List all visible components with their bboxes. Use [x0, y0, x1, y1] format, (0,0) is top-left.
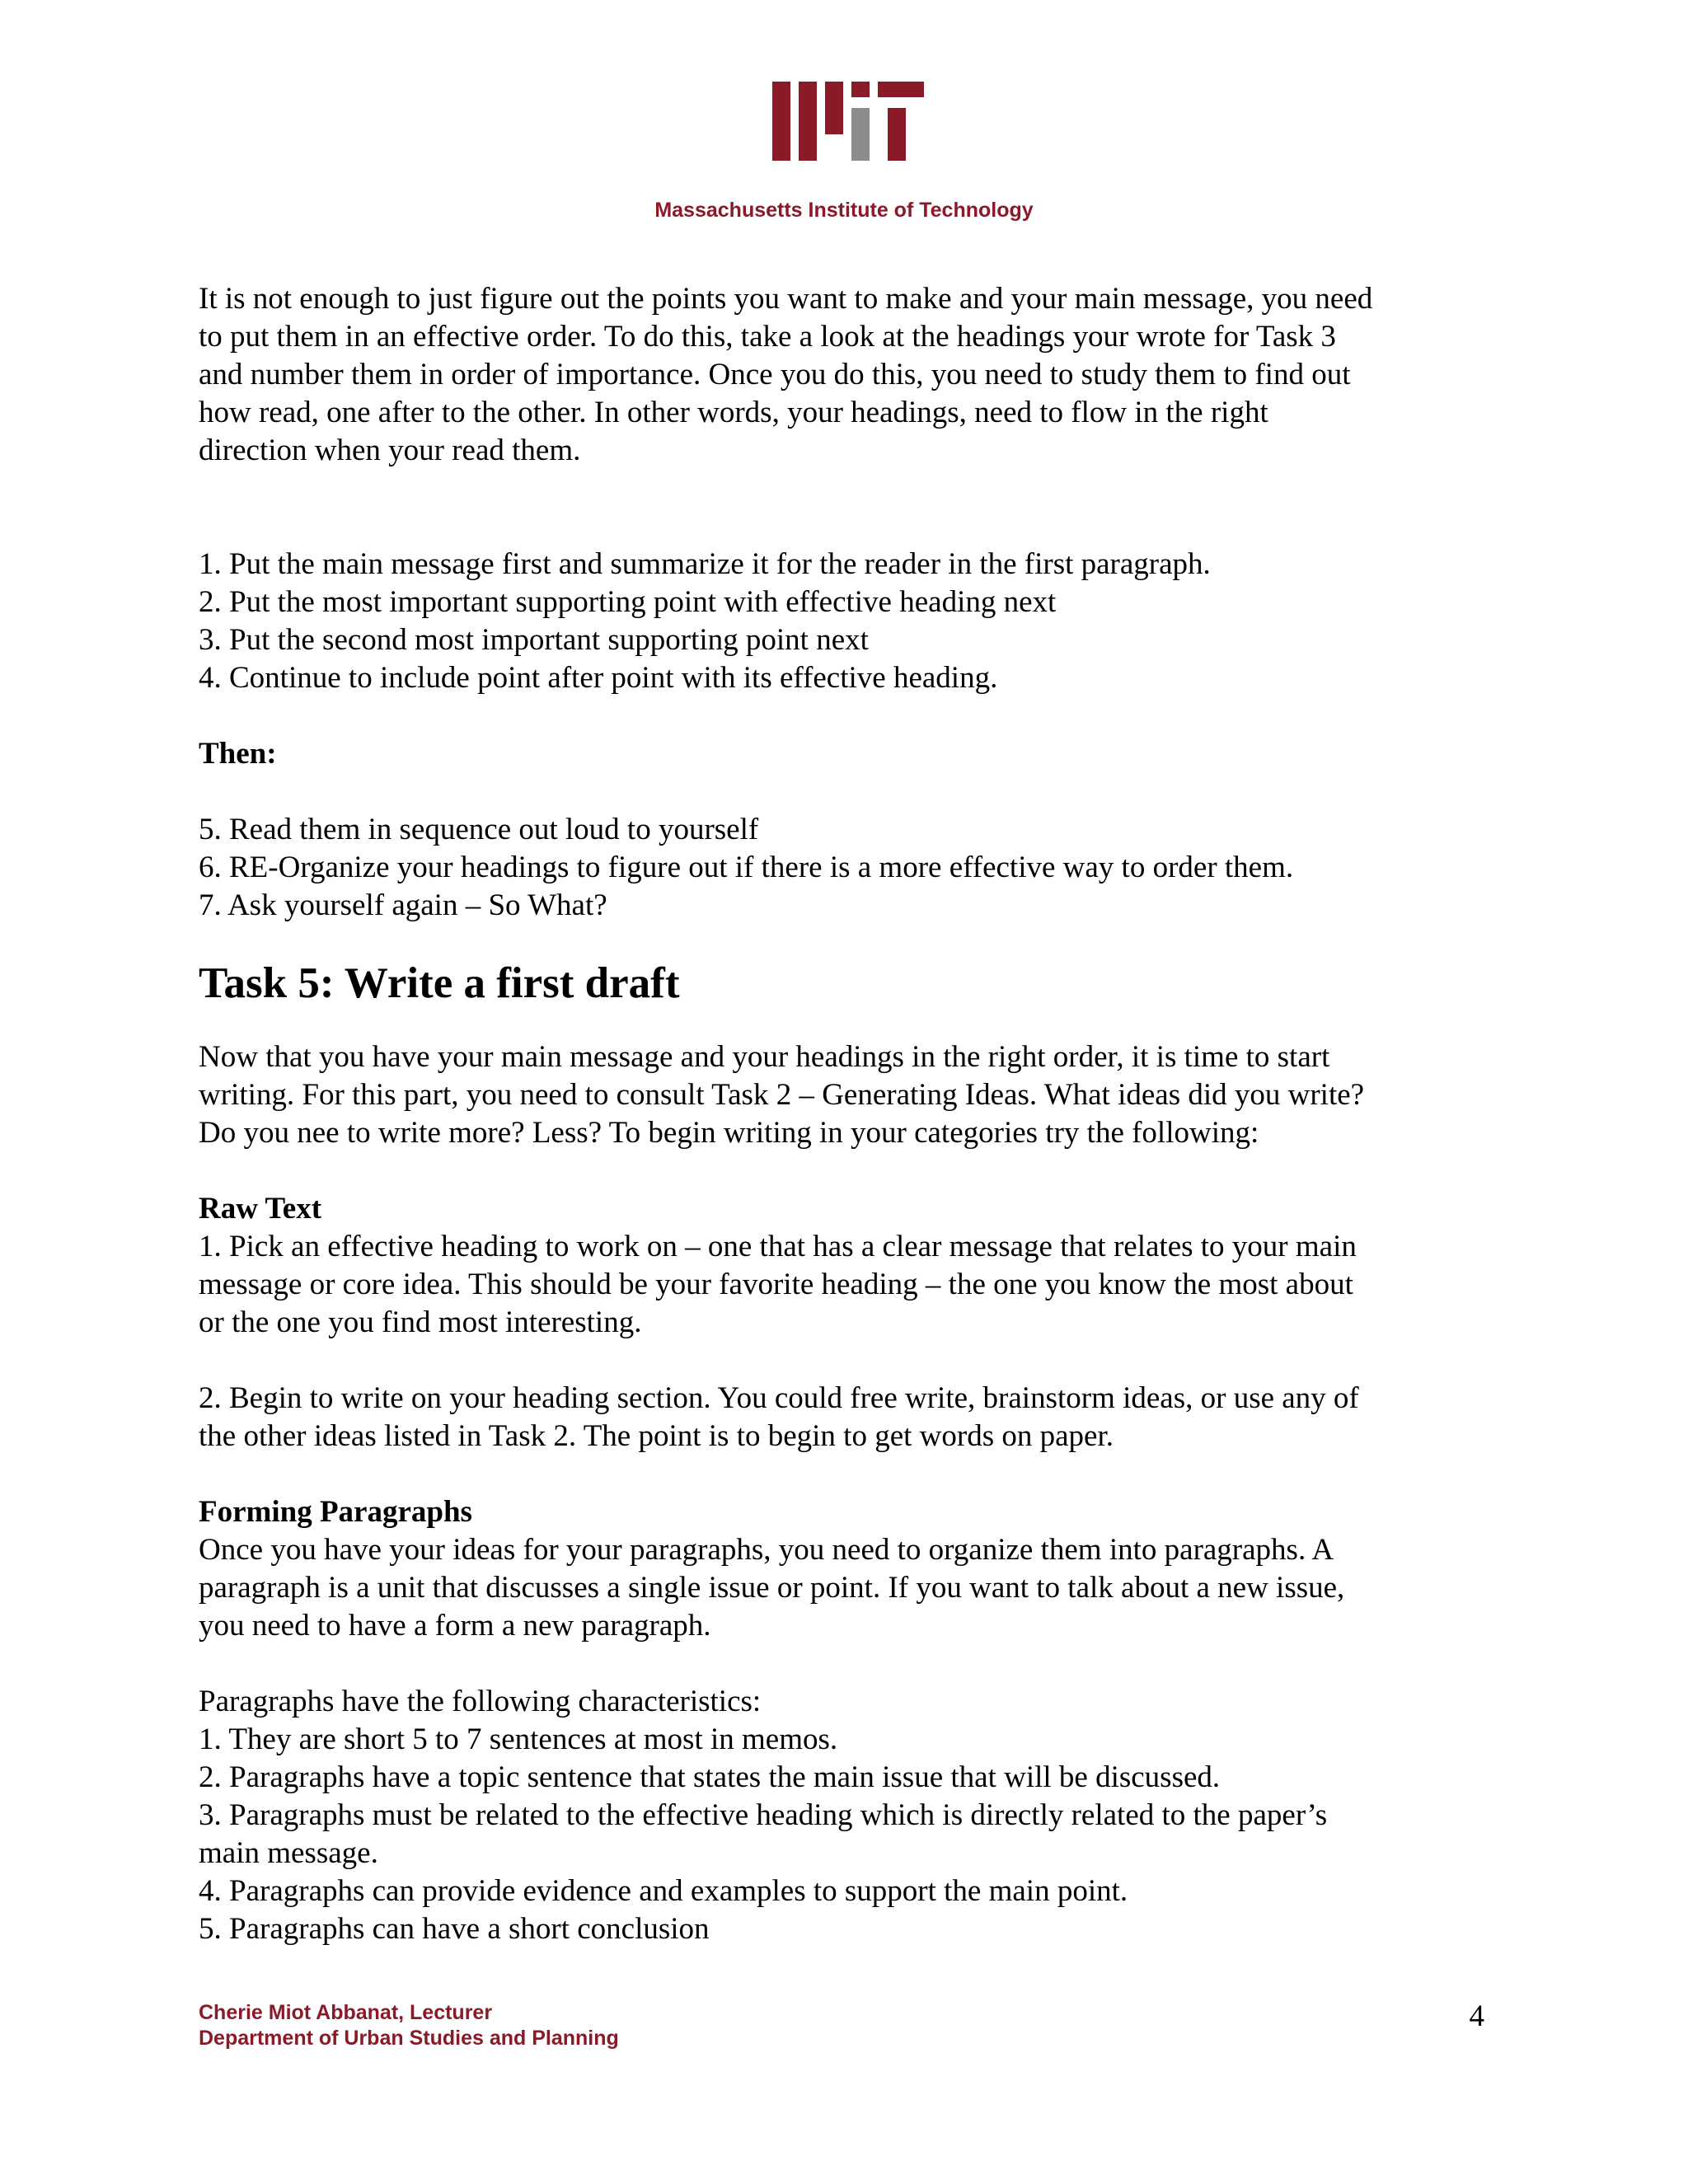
list-item: main message. — [199, 1836, 378, 1870]
text-line: message or core idea. This should be your favorite heading – the one you know the most about — [199, 1268, 1353, 1301]
list-item: 3. Paragraphs must be related to the effective heading which is directly related to the paper’s — [199, 1798, 1328, 1832]
text-line: 2. Begin to write on your heading section. You could free write, brainstorm ideas, or use any of — [199, 1381, 1359, 1415]
spacer — [199, 1455, 1517, 1493]
footer-department: Department of Urban Studies and Planning — [199, 2027, 619, 2050]
raw-text-paragraph-2 — [199, 1380, 1517, 1455]
list-item: 1. Put the main message first and summarize it for the reader in the first paragraph. — [199, 547, 1211, 581]
text-line: and number them in order of importance. Once you do this, you need to study them to find out — [199, 358, 1351, 391]
then-label: Then: — [199, 737, 277, 771]
list-item: 5. Paragraphs can have a short conclusion — [199, 1912, 710, 1946]
spacer — [199, 1342, 1517, 1380]
intro-paragraph — [199, 280, 1517, 470]
text-line: Once you have your ideas for your paragraphs, you need to organize them into paragraphs. A — [199, 1533, 1334, 1567]
text-line: 1. Pick an effective heading to work on – one that has a clear message that relates to your main — [199, 1230, 1357, 1263]
list-item: 3. Put the second most important supporting point next — [199, 623, 869, 657]
text-line: Do you nee to write more? Less? To begin writing in your categories try the following: — [199, 1116, 1259, 1150]
list-item: 2. Paragraphs have a topic sentence that states the main issue that will be discussed. — [199, 1760, 1221, 1794]
list-item: 5. Read them in sequence out loud to yourself — [199, 813, 759, 846]
task5-intro-paragraph — [199, 1038, 1517, 1152]
characteristics-intro: Paragraphs have the following characteristics: — [199, 1685, 762, 1718]
ordering-steps-list — [199, 546, 1517, 697]
text-line: writing. For this part, you need to consult Task 2 – Generating Ideas. What ideas did you write? — [199, 1078, 1365, 1112]
forming-paragraphs-heading: Forming Paragraphs — [199, 1495, 472, 1529]
text-line: to put them in an effective order. To do this, take a look at the headings your wrote for Task 3 — [199, 320, 1336, 354]
mit-logo — [772, 82, 924, 161]
institute-name: Massachusetts Institute of Technology — [654, 199, 1034, 222]
then-steps-list — [199, 811, 1517, 925]
text-line: how read, one after to the other. In other words, your headings, need to flow in the right — [199, 396, 1268, 429]
footer — [199, 2000, 619, 2051]
text-line: or the one you find most interesting. — [199, 1305, 642, 1339]
forming-paragraphs-text — [199, 1531, 1517, 1645]
characteristics-list — [199, 1721, 1517, 1948]
spacer — [199, 1152, 1517, 1190]
list-item: 2. Put the most important supporting point with effective heading next — [199, 585, 1057, 619]
text-line: direction when your read them. — [199, 434, 581, 467]
spacer — [199, 1007, 1517, 1038]
list-item: 4. Paragraphs can provide evidence and examples to support the main point. — [199, 1874, 1128, 1908]
spacer — [199, 925, 1517, 959]
list-item: 4. Continue to include point after point with its effective heading. — [199, 661, 998, 695]
task5-heading: Task 5: Write a first draft — [199, 959, 680, 1007]
spacer — [199, 1645, 1517, 1683]
spacer — [199, 773, 1517, 811]
spacer — [199, 697, 1517, 735]
text-line: Now that you have your main message and your headings in the right order, it is time to start — [199, 1040, 1330, 1074]
main-content — [199, 280, 1517, 1948]
footer-author: Cherie Miot Abbanat, Lecturer — [199, 2001, 493, 2024]
page-number: 4 — [1469, 1999, 1484, 2033]
text-line: you need to have a form a new paragraph. — [199, 1609, 711, 1643]
spacer — [199, 470, 1517, 546]
text-line: paragraph is a unit that discusses a single issue or point. If you want to talk about a new issue, — [199, 1571, 1345, 1605]
list-item: 6. RE-Organize your headings to figure out if there is a more effective way to order them. — [199, 851, 1294, 884]
list-item: 7. Ask yourself again – So What? — [199, 888, 607, 922]
raw-text-paragraph-1 — [199, 1228, 1517, 1342]
text-line: It is not enough to just figure out the points you want to make and your main message, you need — [199, 282, 1373, 316]
raw-text-heading: Raw Text — [199, 1192, 322, 1226]
list-item: 1. They are short 5 to 7 sentences at most in memos. — [199, 1722, 838, 1756]
text-line: the other ideas listed in Task 2. The point is to begin to get words on paper. — [199, 1419, 1114, 1453]
